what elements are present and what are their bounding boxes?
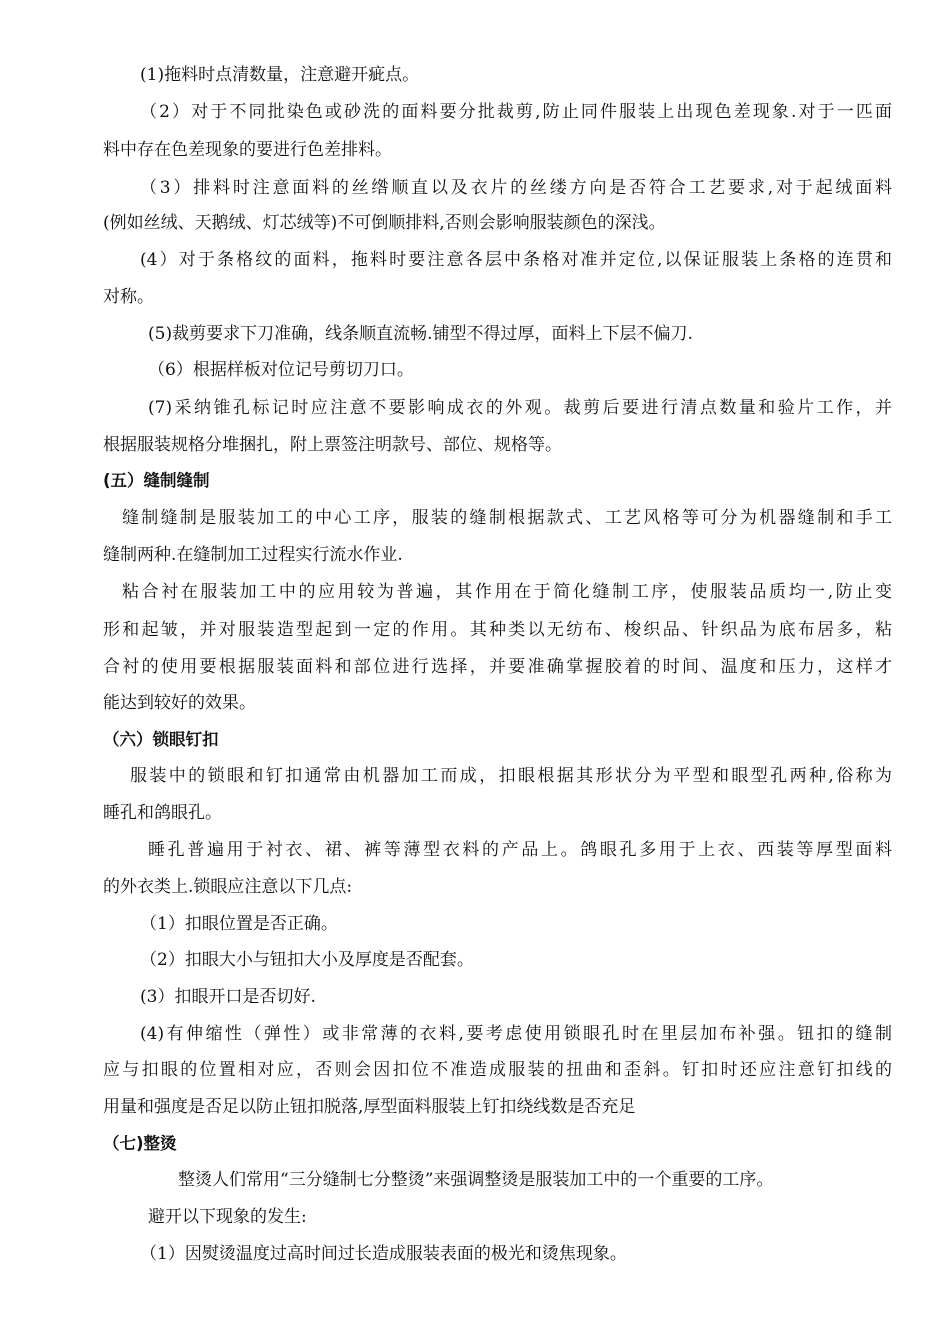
paragraph-line: 整烫人们常用“三分缝制七分整烫”来强调整烫是服装加工中的一个重要的工序。	[178, 1170, 774, 1190]
paragraph-line: 用量和强度是否足以防止钮扣脱落,厚型面料服装上钉扣绕线数是否充足	[103, 1097, 636, 1117]
paragraph-line: 睡孔和鸽眼孔。	[103, 803, 222, 823]
paragraph-line: (例如丝绒、天鹅绒、灯芯绒等)不可倒顺排料,否则会影响服装颜色的深浅。	[103, 213, 666, 233]
paragraph-line: 的外衣类上.锁眼应注意以下几点:	[103, 877, 353, 897]
paragraph-line: （1）扣眼位置是否正确。	[140, 914, 338, 934]
paragraph-line: 合衬的使用要根据服装面料和部位进行选择，并要准确掌握胶着的时间、温度和压力，这样才	[103, 657, 892, 677]
paragraph-line: (1)拖料时点清数量，注意避开疵点。	[140, 65, 420, 85]
paragraph-line: (5)裁剪要求下刀准确，线条顺直流畅.铺型不得过厚，面料上下层不偏刀.	[148, 324, 693, 344]
paragraph-line: （1）因熨烫温度过高时间过长造成服装表面的极光和烫焦现象。	[140, 1244, 627, 1264]
paragraph-line: 应与扣眼的位置相对应，否则会因扣位不准造成服装的扭曲和歪斜。钉扣时还应注意钉扣线的	[103, 1060, 892, 1080]
paragraph-line: （3）排料时注意面料的丝绺顺直以及衣片的丝缕方向是否符合工艺要求,对于起绒面料	[140, 178, 892, 198]
paragraph-line: （2）对于不同批染色或砂洗的面料要分批裁剪,防止同件服装上出现色差现象.对于一匹面	[140, 102, 892, 122]
paragraph-line: 睡孔普遍用于衬衣、裙、裤等薄型衣料的产品上。鸽眼孔多用于上衣、西装等厚型面料	[148, 840, 892, 860]
section-heading: (五）缝制缝制	[103, 471, 210, 490]
paragraph-line: （6）根据样板对位记号剪切刀口。	[148, 360, 414, 380]
paragraph-line: 缝制缝制是服装加工的中心工序，服装的缝制根据款式、工艺风格等可分为机器缝制和手工	[122, 508, 892, 528]
paragraph-line: (4)有伸缩性（弹性）或非常薄的衣料,要考虑使用锁眼孔时在里层加布补强。钮扣的缝制	[140, 1024, 892, 1044]
paragraph-line: (7)采纳锥孔标记时应注意不要影响成衣的外观。裁剪后要进行清点数量和验片工作，并	[148, 398, 892, 418]
paragraph-line: 服装中的锁眼和钉扣通常由机器加工而成，扣眼根据其形状分为平型和眼型孔两种,俗称为	[130, 766, 892, 786]
section-heading: （七)整烫	[103, 1134, 177, 1153]
paragraph-line: (4）对于条格纹的面料，拖料时要注意各层中条格对准并定位,以保证服装上条格的连贯和	[140, 250, 892, 270]
paragraph-line: 形和起皱，并对服装造型起到一定的作用。其种类以无纺布、梭织品、针织品为底布居多，粘	[103, 620, 892, 640]
paragraph-line: 料中存在色差现象的要进行色差排料。	[103, 140, 392, 160]
paragraph-line: 根据服装规格分堆捆扎，附上票签注明款号、部位、规格等。	[103, 435, 562, 455]
section-heading: （六）锁眼钉扣	[103, 730, 219, 749]
paragraph-line: 缝制两种.在缝制加工过程实行流水作业.	[103, 545, 403, 565]
paragraph-line: 对称。	[103, 287, 154, 307]
paragraph-line: 避开以下现象的发生:	[148, 1207, 307, 1227]
paragraph-line: 粘合衬在服装加工中的应用较为普遍，其作用在于简化缝制工序，使服装品质均一,防止变	[122, 582, 892, 602]
paragraph-line: (3）扣眼开口是否切好.	[140, 987, 316, 1007]
paragraph-line: 能达到较好的效果。	[103, 693, 256, 713]
paragraph-line: （2）扣眼大小与钮扣大小及厚度是否配套。	[140, 950, 474, 970]
